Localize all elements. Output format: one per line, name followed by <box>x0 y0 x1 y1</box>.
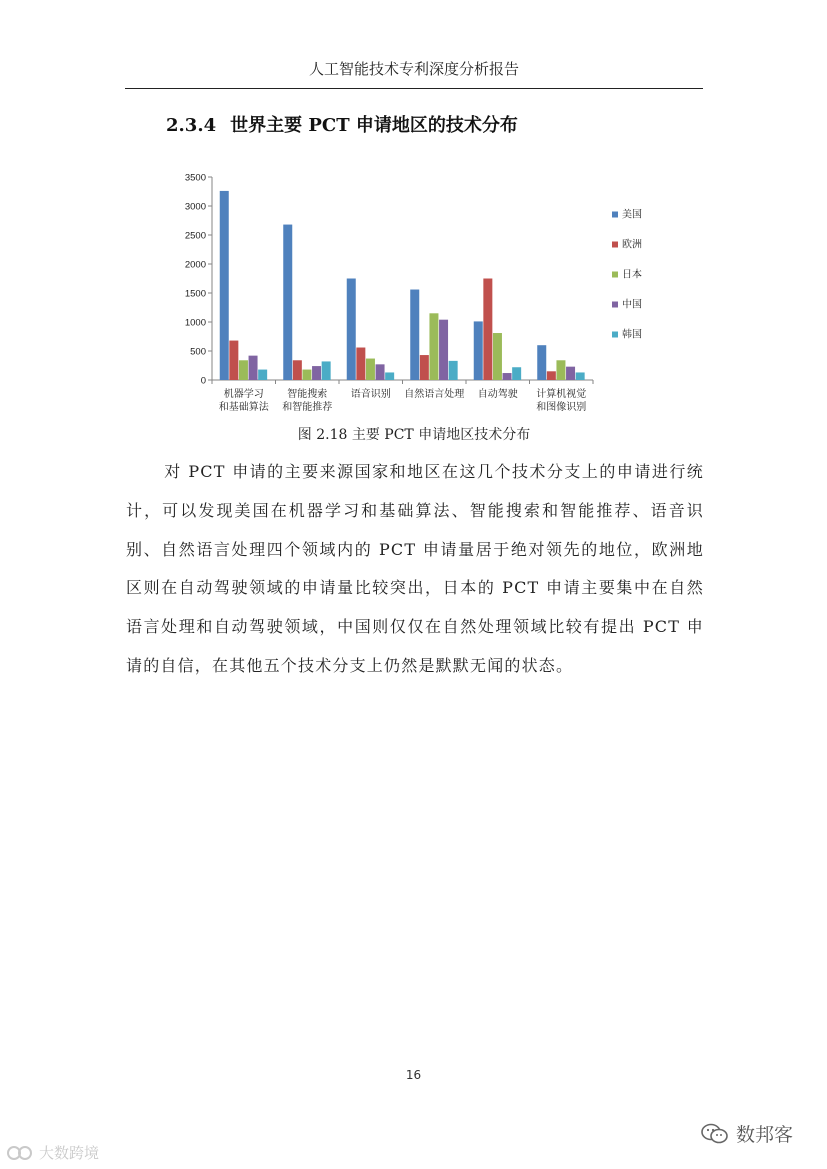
bar <box>322 361 331 380</box>
bar <box>385 372 394 380</box>
legend-label: 中国 <box>622 299 642 311</box>
bar <box>420 355 429 380</box>
bar <box>566 367 575 380</box>
wechat-icon <box>700 1122 730 1146</box>
bar <box>293 360 302 380</box>
y-tick-label: 1000 <box>184 317 206 329</box>
y-tick-label: 1500 <box>184 288 206 300</box>
bar <box>449 361 458 380</box>
header-rule <box>125 88 703 89</box>
bar <box>537 345 546 380</box>
section-heading <box>166 111 518 137</box>
page-number: 16 <box>405 1068 422 1082</box>
y-tick-label: 3500 <box>184 172 206 184</box>
watermark-left <box>6 1142 99 1163</box>
x-category-label: 自动驾驶 <box>477 389 518 400</box>
bar <box>312 366 321 380</box>
bar <box>376 364 385 380</box>
section-number: 2.3.4 <box>166 115 217 136</box>
bar <box>229 341 238 380</box>
body-paragraph <box>126 453 704 686</box>
bar <box>474 321 483 380</box>
chart-legend <box>612 208 642 341</box>
legend-label: 美国 <box>622 209 642 221</box>
running-header: 人工智能技术专利深度分析报告 <box>308 60 519 78</box>
y-tick-label: 2000 <box>184 259 206 271</box>
legend-label: 日本 <box>622 269 642 281</box>
watermark-right-text: 数邦客 <box>736 1124 794 1146</box>
legend-swatch <box>612 212 618 218</box>
section-title: 世界主要 PCT 申请地区的技术分布 <box>230 115 518 136</box>
bar <box>347 279 356 381</box>
bar <box>410 290 419 380</box>
bar <box>512 367 521 380</box>
bar <box>556 360 565 380</box>
legend-label: 欧洲 <box>622 239 642 251</box>
x-category-label: 和智能推荐 <box>282 402 333 413</box>
bar <box>366 359 375 380</box>
y-tick-label: 3000 <box>184 201 206 213</box>
bar <box>283 225 292 380</box>
x-category-label: 自然语言处理 <box>404 389 465 400</box>
x-category-label: 机器学习 <box>223 389 264 400</box>
y-tick-label: 500 <box>190 346 206 358</box>
bar <box>239 360 248 380</box>
x-category-label: 和图像识别 <box>536 402 587 413</box>
bar <box>503 373 512 380</box>
bar <box>576 372 585 380</box>
legend-swatch <box>612 272 618 278</box>
x-category-label: 语音识别 <box>350 389 391 400</box>
bar <box>439 320 448 380</box>
bar <box>258 370 267 380</box>
x-category-label: 智能搜索 <box>287 389 328 400</box>
legend-swatch <box>612 302 618 308</box>
bar <box>356 348 365 380</box>
body-paragraph-text: 对 PCT 申请的主要来源国家和地区在这几个技术分支上的申请进行统计，可以发现美国在机器学习和基础算法、智能搜索和智能推荐、语音识别、自然语言处理四个领域内的 PCT 申请量居于绝对领先的地位，欧洲地区则在自动驾驶领域的申请量比较突出，日本的 PCT 申请主要集中在自然语言处理和自动驾驶领域，中国则仅仅在自然处理领域比较有提出 PCT 申请的自信，在其他五个技术分支上仍然是默默无闻的状态。 <box>126 462 704 675</box>
bar <box>483 279 492 381</box>
watermark-left-text: 大数跨境 <box>39 1144 100 1162</box>
bar <box>547 371 556 380</box>
watermark-logo-icon <box>6 1144 36 1162</box>
bar-chart <box>178 166 658 421</box>
chart-axes <box>208 177 593 384</box>
chart-bars <box>220 191 585 380</box>
bar <box>493 333 502 380</box>
bar <box>220 191 229 380</box>
legend-label: 韩国 <box>622 329 642 341</box>
x-category-label: 计算机视觉 <box>536 389 587 400</box>
bar <box>429 313 438 380</box>
bar <box>302 370 311 380</box>
watermark-right <box>700 1120 793 1147</box>
legend-swatch <box>612 242 618 248</box>
y-tick-label: 0 <box>200 375 206 387</box>
legend-swatch <box>612 332 618 338</box>
x-category-label: 和基础算法 <box>218 402 269 413</box>
bar <box>249 356 258 380</box>
y-tick-label: 2500 <box>184 230 206 242</box>
figure-caption: 图 2.18 主要 PCT 申请地区技术分布 <box>297 427 531 443</box>
